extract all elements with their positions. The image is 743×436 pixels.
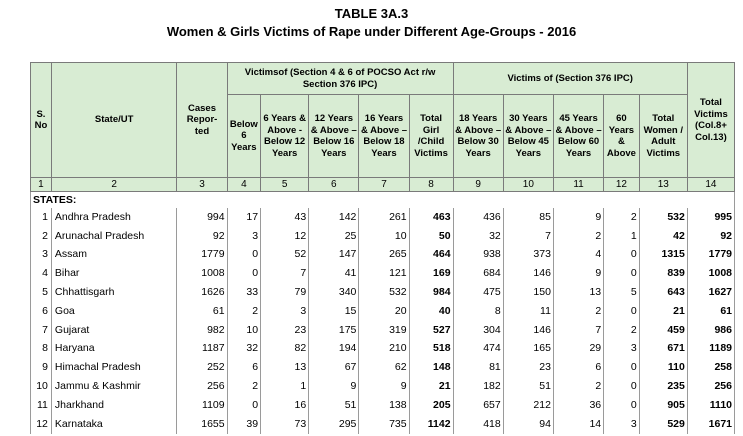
value-cell: 258 bbox=[687, 358, 734, 377]
serial-number-cell: 4 bbox=[31, 264, 52, 283]
column-number: 3 bbox=[177, 178, 227, 192]
value-cell: 212 bbox=[503, 396, 553, 415]
state-name-cell: Arunachal Pradesh bbox=[51, 227, 177, 246]
value-cell: 1142 bbox=[409, 415, 453, 434]
value-cell: 8 bbox=[453, 302, 503, 321]
value-cell: 684 bbox=[453, 264, 503, 283]
value-cell: 319 bbox=[359, 321, 409, 340]
value-cell: 261 bbox=[359, 208, 409, 227]
column-number-row bbox=[31, 178, 735, 192]
value-cell: 0 bbox=[227, 264, 260, 283]
state-name-cell: Jharkhand bbox=[51, 396, 177, 415]
value-cell: 82 bbox=[261, 340, 309, 359]
value-cell: 0 bbox=[604, 246, 640, 265]
value-cell: 85 bbox=[503, 208, 553, 227]
col-header-total-victims: Total Victims (Col.8+ Col.13) bbox=[687, 63, 734, 178]
column-number: 5 bbox=[261, 178, 309, 192]
value-cell: 265 bbox=[359, 246, 409, 265]
value-cell: 150 bbox=[503, 283, 553, 302]
col-header-45-60: 45 Years & Above – Below 60 Years bbox=[553, 95, 603, 178]
value-cell: 110 bbox=[639, 358, 687, 377]
value-cell: 13 bbox=[553, 283, 603, 302]
value-cell: 62 bbox=[359, 358, 409, 377]
table-row bbox=[31, 377, 735, 396]
value-cell: 21 bbox=[639, 302, 687, 321]
value-cell: 33 bbox=[227, 283, 260, 302]
col-header-total-women: Total Women / Adult Victims bbox=[639, 95, 687, 178]
state-name-cell: Haryana bbox=[51, 340, 177, 359]
value-cell: 20 bbox=[359, 302, 409, 321]
value-cell: 9 bbox=[553, 208, 603, 227]
table-row bbox=[31, 246, 735, 265]
serial-number-cell: 6 bbox=[31, 302, 52, 321]
serial-number-cell: 5 bbox=[31, 283, 52, 302]
serial-number-cell: 2 bbox=[31, 227, 52, 246]
state-name-cell: Gujarat bbox=[51, 321, 177, 340]
value-cell: 532 bbox=[359, 283, 409, 302]
value-cell: 2 bbox=[604, 208, 640, 227]
value-cell: 1779 bbox=[687, 246, 734, 265]
serial-number-cell: 10 bbox=[31, 377, 52, 396]
value-cell: 146 bbox=[503, 321, 553, 340]
col-header-18-30: 18 Years & Above – Below 30 Years bbox=[453, 95, 503, 178]
col-header-30-45: 30 Years & Above – Below 45 Years bbox=[503, 95, 553, 178]
value-cell: 735 bbox=[359, 415, 409, 434]
value-cell: 464 bbox=[409, 246, 453, 265]
value-cell: 92 bbox=[177, 227, 227, 246]
value-cell: 36 bbox=[553, 396, 603, 415]
value-cell: 7 bbox=[261, 264, 309, 283]
group-header-ipc: Victims of (Section 376 IPC) bbox=[453, 63, 687, 95]
column-number: 8 bbox=[409, 178, 453, 192]
value-cell: 32 bbox=[227, 340, 260, 359]
value-cell: 984 bbox=[409, 283, 453, 302]
value-cell: 373 bbox=[503, 246, 553, 265]
value-cell: 1655 bbox=[177, 415, 227, 434]
value-cell: 938 bbox=[453, 246, 503, 265]
state-name-cell: Assam bbox=[51, 246, 177, 265]
value-cell: 436 bbox=[453, 208, 503, 227]
value-cell: 1 bbox=[261, 377, 309, 396]
serial-number-cell: 7 bbox=[31, 321, 52, 340]
value-cell: 986 bbox=[687, 321, 734, 340]
value-cell: 2 bbox=[227, 377, 260, 396]
value-cell: 0 bbox=[604, 377, 640, 396]
table-row bbox=[31, 264, 735, 283]
value-cell: 51 bbox=[503, 377, 553, 396]
value-cell: 23 bbox=[261, 321, 309, 340]
value-cell: 25 bbox=[309, 227, 359, 246]
column-number: 11 bbox=[553, 178, 603, 192]
col-header-cases: Cases Repor- ted bbox=[177, 63, 227, 178]
col-header-total-girl: Total Girl /Child Victims bbox=[409, 95, 453, 178]
table-row bbox=[31, 340, 735, 359]
value-cell: 2 bbox=[553, 302, 603, 321]
value-cell: 9 bbox=[309, 377, 359, 396]
value-cell: 295 bbox=[309, 415, 359, 434]
value-cell: 50 bbox=[409, 227, 453, 246]
value-cell: 1008 bbox=[177, 264, 227, 283]
value-cell: 6 bbox=[553, 358, 603, 377]
column-number: 10 bbox=[503, 178, 553, 192]
value-cell: 994 bbox=[177, 208, 227, 227]
section-label: STATES: bbox=[31, 192, 735, 209]
value-cell: 839 bbox=[639, 264, 687, 283]
value-cell: 1627 bbox=[687, 283, 734, 302]
value-cell: 175 bbox=[309, 321, 359, 340]
value-cell: 148 bbox=[409, 358, 453, 377]
state-name-cell: Bihar bbox=[51, 264, 177, 283]
column-number: 7 bbox=[359, 178, 409, 192]
table-number: TABLE 3A.3 bbox=[334, 6, 409, 21]
value-cell: 529 bbox=[639, 415, 687, 434]
serial-number-cell: 1 bbox=[31, 208, 52, 227]
value-cell: 1626 bbox=[177, 283, 227, 302]
state-name-cell: Goa bbox=[51, 302, 177, 321]
value-cell: 5 bbox=[604, 283, 640, 302]
column-number: 14 bbox=[687, 178, 734, 192]
value-cell: 194 bbox=[309, 340, 359, 359]
value-cell: 169 bbox=[409, 264, 453, 283]
value-cell: 657 bbox=[453, 396, 503, 415]
value-cell: 2 bbox=[604, 321, 640, 340]
value-cell: 7 bbox=[553, 321, 603, 340]
value-cell: 182 bbox=[453, 377, 503, 396]
column-number: 6 bbox=[309, 178, 359, 192]
column-number: 9 bbox=[453, 178, 503, 192]
value-cell: 1189 bbox=[687, 340, 734, 359]
state-name-cell: Andhra Pradesh bbox=[51, 208, 177, 227]
value-cell: 16 bbox=[261, 396, 309, 415]
value-cell: 165 bbox=[503, 340, 553, 359]
value-cell: 13 bbox=[261, 358, 309, 377]
value-cell: 17 bbox=[227, 208, 260, 227]
col-header-12-16: 12 Years & Above – Below 16 Years bbox=[309, 95, 359, 178]
table-row bbox=[31, 396, 735, 415]
value-cell: 532 bbox=[639, 208, 687, 227]
value-cell: 61 bbox=[177, 302, 227, 321]
value-cell: 2 bbox=[227, 302, 260, 321]
value-cell: 527 bbox=[409, 321, 453, 340]
state-name-cell: Karnataka bbox=[51, 415, 177, 434]
table-row bbox=[31, 302, 735, 321]
value-cell: 982 bbox=[177, 321, 227, 340]
value-cell: 42 bbox=[639, 227, 687, 246]
value-cell: 12 bbox=[261, 227, 309, 246]
value-cell: 121 bbox=[359, 264, 409, 283]
value-cell: 235 bbox=[639, 377, 687, 396]
value-cell: 1008 bbox=[687, 264, 734, 283]
value-cell: 41 bbox=[309, 264, 359, 283]
value-cell: 10 bbox=[227, 321, 260, 340]
state-name-cell: Jammu & Kashmir bbox=[51, 377, 177, 396]
value-cell: 2 bbox=[553, 377, 603, 396]
serial-number-cell: 9 bbox=[31, 358, 52, 377]
value-cell: 459 bbox=[639, 321, 687, 340]
value-cell: 1 bbox=[604, 227, 640, 246]
col-header-below-6: Below 6 Years bbox=[227, 95, 260, 178]
col-header-sno: S. No bbox=[31, 63, 52, 178]
value-cell: 256 bbox=[687, 377, 734, 396]
value-cell: 81 bbox=[453, 358, 503, 377]
column-number: 12 bbox=[604, 178, 640, 192]
value-cell: 39 bbox=[227, 415, 260, 434]
value-cell: 304 bbox=[453, 321, 503, 340]
value-cell: 463 bbox=[409, 208, 453, 227]
value-cell: 256 bbox=[177, 377, 227, 396]
value-cell: 252 bbox=[177, 358, 227, 377]
state-name-cell: Chhattisgarh bbox=[51, 283, 177, 302]
value-cell: 1779 bbox=[177, 246, 227, 265]
value-cell: 10 bbox=[359, 227, 409, 246]
value-cell: 0 bbox=[227, 396, 260, 415]
table-row bbox=[31, 208, 735, 227]
column-number: 13 bbox=[639, 178, 687, 192]
value-cell: 3 bbox=[604, 415, 640, 434]
value-cell: 474 bbox=[453, 340, 503, 359]
value-cell: 51 bbox=[309, 396, 359, 415]
value-cell: 643 bbox=[639, 283, 687, 302]
value-cell: 29 bbox=[553, 340, 603, 359]
data-table bbox=[30, 62, 735, 434]
serial-number-cell: 3 bbox=[31, 246, 52, 265]
table-row bbox=[31, 358, 735, 377]
value-cell: 1109 bbox=[177, 396, 227, 415]
value-cell: 92 bbox=[687, 227, 734, 246]
value-cell: 418 bbox=[453, 415, 503, 434]
value-cell: 1110 bbox=[687, 396, 734, 415]
value-cell: 15 bbox=[309, 302, 359, 321]
value-cell: 0 bbox=[227, 246, 260, 265]
value-cell: 0 bbox=[604, 396, 640, 415]
value-cell: 94 bbox=[503, 415, 553, 434]
value-cell: 340 bbox=[309, 283, 359, 302]
value-cell: 518 bbox=[409, 340, 453, 359]
serial-number-cell: 12 bbox=[31, 415, 52, 434]
value-cell: 23 bbox=[503, 358, 553, 377]
value-cell: 671 bbox=[639, 340, 687, 359]
value-cell: 40 bbox=[409, 302, 453, 321]
value-cell: 3 bbox=[261, 302, 309, 321]
value-cell: 3 bbox=[227, 227, 260, 246]
value-cell: 146 bbox=[503, 264, 553, 283]
value-cell: 52 bbox=[261, 246, 309, 265]
value-cell: 147 bbox=[309, 246, 359, 265]
value-cell: 0 bbox=[604, 264, 640, 283]
value-cell: 14 bbox=[553, 415, 603, 434]
table-row bbox=[31, 415, 735, 434]
value-cell: 32 bbox=[453, 227, 503, 246]
serial-number-cell: 11 bbox=[31, 396, 52, 415]
col-header-16-18: 16 Years & Above – Below 18 Years bbox=[359, 95, 409, 178]
value-cell: 1315 bbox=[639, 246, 687, 265]
value-cell: 67 bbox=[309, 358, 359, 377]
value-cell: 79 bbox=[261, 283, 309, 302]
value-cell: 1187 bbox=[177, 340, 227, 359]
value-cell: 4 bbox=[553, 246, 603, 265]
value-cell: 7 bbox=[503, 227, 553, 246]
value-cell: 0 bbox=[604, 302, 640, 321]
value-cell: 73 bbox=[261, 415, 309, 434]
table-title: Women & Girls Victims of Rape under Different Age-Groups - 2016 bbox=[166, 24, 577, 39]
value-cell: 43 bbox=[261, 208, 309, 227]
column-number: 4 bbox=[227, 178, 260, 192]
value-cell: 995 bbox=[687, 208, 734, 227]
table-row bbox=[31, 283, 735, 302]
value-cell: 142 bbox=[309, 208, 359, 227]
col-header-6-12: 6 Years & Above - Below 12 Years bbox=[261, 95, 309, 178]
value-cell: 6 bbox=[227, 358, 260, 377]
value-cell: 475 bbox=[453, 283, 503, 302]
value-cell: 905 bbox=[639, 396, 687, 415]
state-name-cell: Himachal Pradesh bbox=[51, 358, 177, 377]
value-cell: 11 bbox=[503, 302, 553, 321]
value-cell: 0 bbox=[604, 358, 640, 377]
column-number: 1 bbox=[31, 178, 52, 192]
value-cell: 9 bbox=[359, 377, 409, 396]
col-header-60-above: 60 Years & Above bbox=[604, 95, 640, 178]
serial-number-cell: 8 bbox=[31, 340, 52, 359]
value-cell: 3 bbox=[604, 340, 640, 359]
value-cell: 9 bbox=[553, 264, 603, 283]
value-cell: 205 bbox=[409, 396, 453, 415]
value-cell: 61 bbox=[687, 302, 734, 321]
value-cell: 138 bbox=[359, 396, 409, 415]
col-header-state: State/UT bbox=[51, 63, 177, 178]
table-row bbox=[31, 321, 735, 340]
value-cell: 21 bbox=[409, 377, 453, 396]
value-cell: 210 bbox=[359, 340, 409, 359]
value-cell: 2 bbox=[553, 227, 603, 246]
table-row bbox=[31, 227, 735, 246]
group-header-pocso: Victimsof (Section 4 & 6 of POCSO Act r/w Section 376 IPC) bbox=[227, 63, 453, 95]
column-number: 2 bbox=[51, 178, 177, 192]
value-cell: 1671 bbox=[687, 415, 734, 434]
